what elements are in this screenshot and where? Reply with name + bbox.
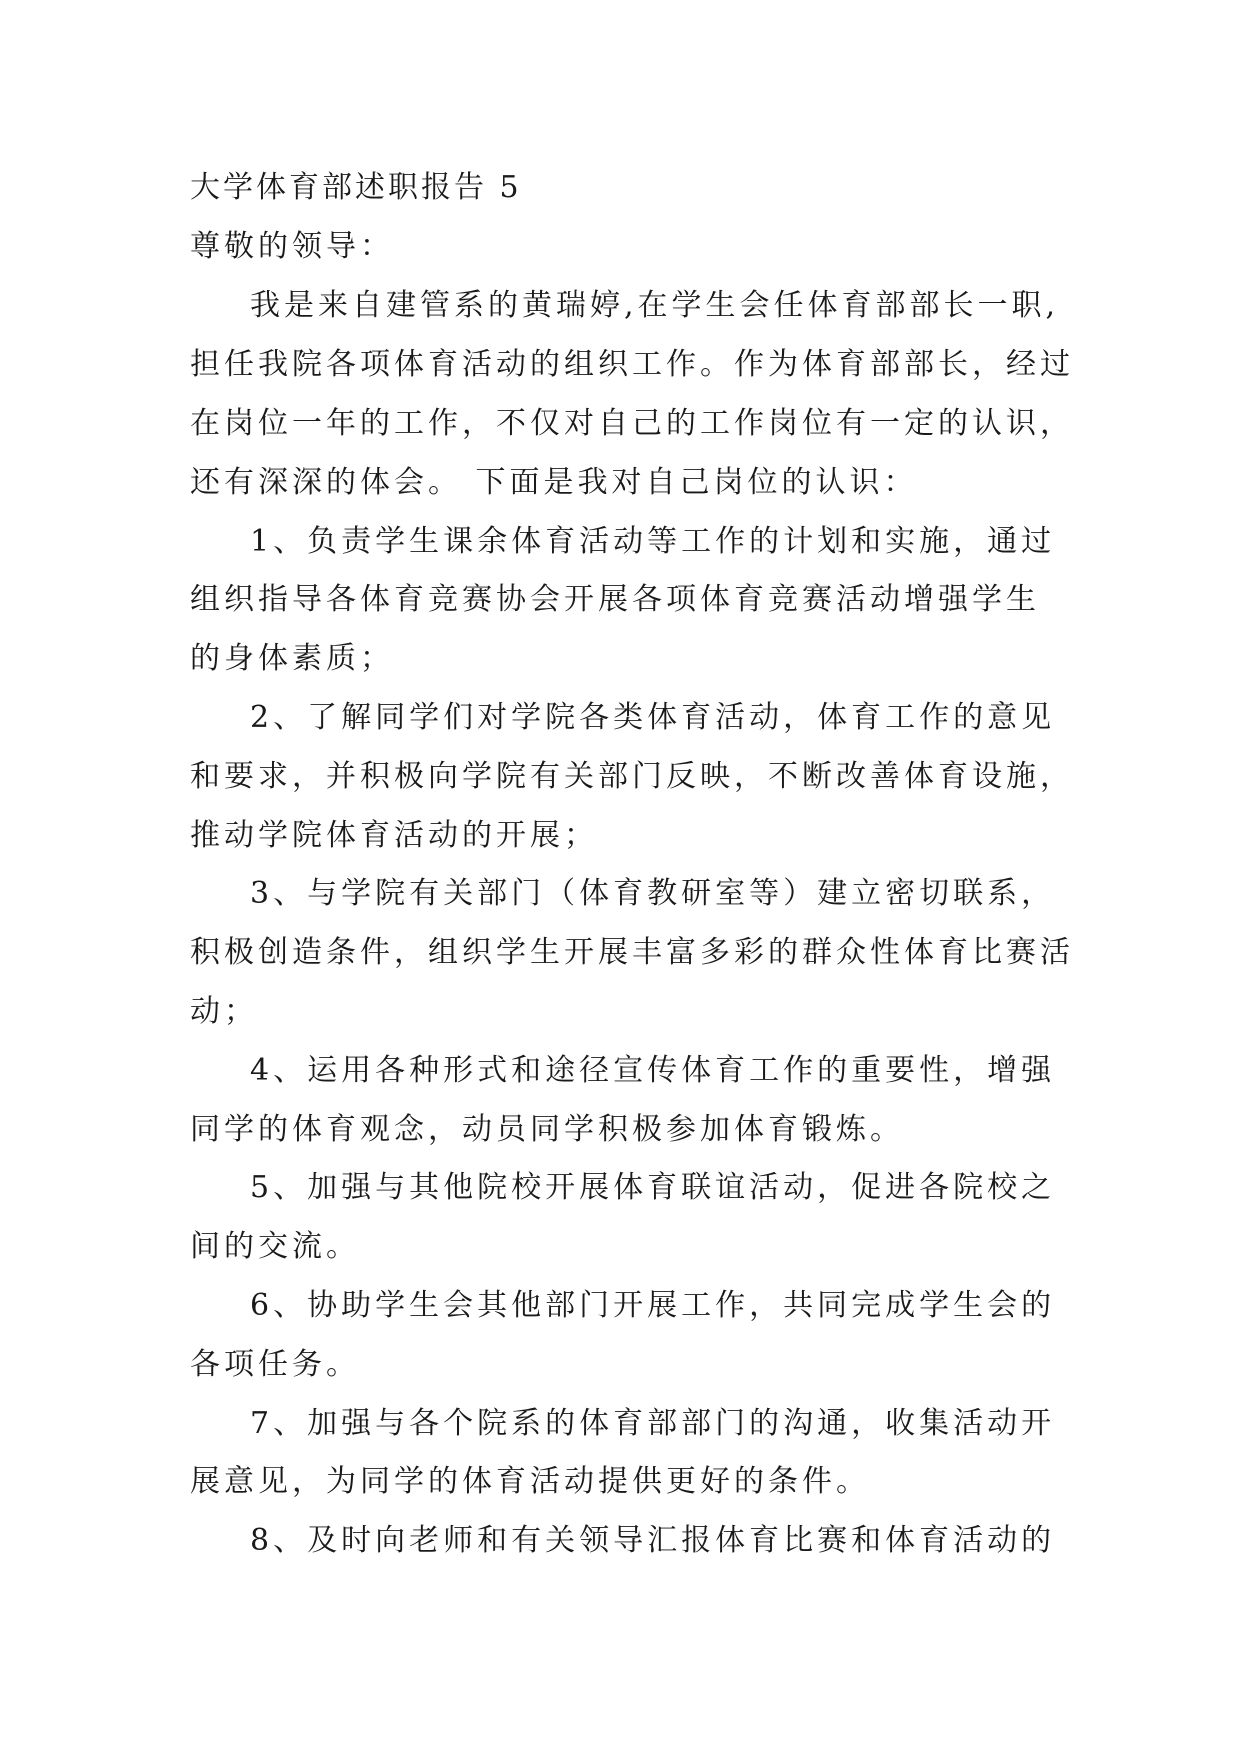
list-item-line: 7、加强与各个院系的体育部部门的沟通，收集活动开 <box>250 1406 1056 1441</box>
list-item-line: 各项任务。 <box>190 1347 360 1382</box>
list-item-line: 3、与学院有关部门（体育教研室等）建立密切联系， <box>250 876 1056 911</box>
list-item-line: 5、加强与其他院校开展体育联谊活动，促进各院校之 <box>250 1170 1056 1205</box>
intro-line: 还有深深的体会。 下面是我对自己岗位的认识： <box>190 465 918 500</box>
list-item-line: 1、负责学生课余体育活动等工作的计划和实施，通过 <box>250 524 1056 559</box>
intro-line: 我是来自建管系的黄瑞婷,在学生会任体育部部长一职, <box>250 288 1060 323</box>
list-item-line: 同学的体育观念，动员同学积极参加体育锻炼。 <box>190 1112 904 1147</box>
list-item-line: 推动学院体育活动的开展； <box>190 818 598 853</box>
list-item-line: 的身体素质； <box>190 641 394 676</box>
list-item-line: 展意见，为同学的体育活动提供更好的条件。 <box>190 1464 870 1499</box>
list-item-line: 和要求，并积极向学院有关部门反映，不断改善体育设施， <box>190 759 1074 794</box>
list-item-line: 4、运用各种形式和途径宣传体育工作的重要性，增强 <box>250 1053 1056 1088</box>
intro-line: 在岗位一年的工作，不仅对自己的工作岗位有一定的认识， <box>190 406 1074 441</box>
intro-line: 担任我院各项体育活动的组织工作。作为体育部部长，经过 <box>190 347 1074 382</box>
salutation: 尊敬的领导： <box>190 229 394 264</box>
list-item-line: 组织指导各体育竞赛协会开展各项体育竞赛活动增强学生 <box>190 582 1040 617</box>
list-item-line: 积极创造条件，组织学生开展丰富多彩的群众性体育比赛活 <box>190 935 1074 970</box>
list-item-line: 间的交流。 <box>190 1229 360 1264</box>
list-item-line: 6、协助学生会其他部门开展工作，共同完成学生会的 <box>250 1288 1056 1323</box>
list-item-line: 8、及时向老师和有关领导汇报体育比赛和体育活动的 <box>250 1523 1056 1558</box>
list-item-line: 2、了解同学们对学院各类体育活动，体育工作的意见 <box>250 700 1056 735</box>
list-item-line: 动； <box>190 994 258 1029</box>
document-title: 大学体育部述职报告 5 <box>190 170 522 205</box>
